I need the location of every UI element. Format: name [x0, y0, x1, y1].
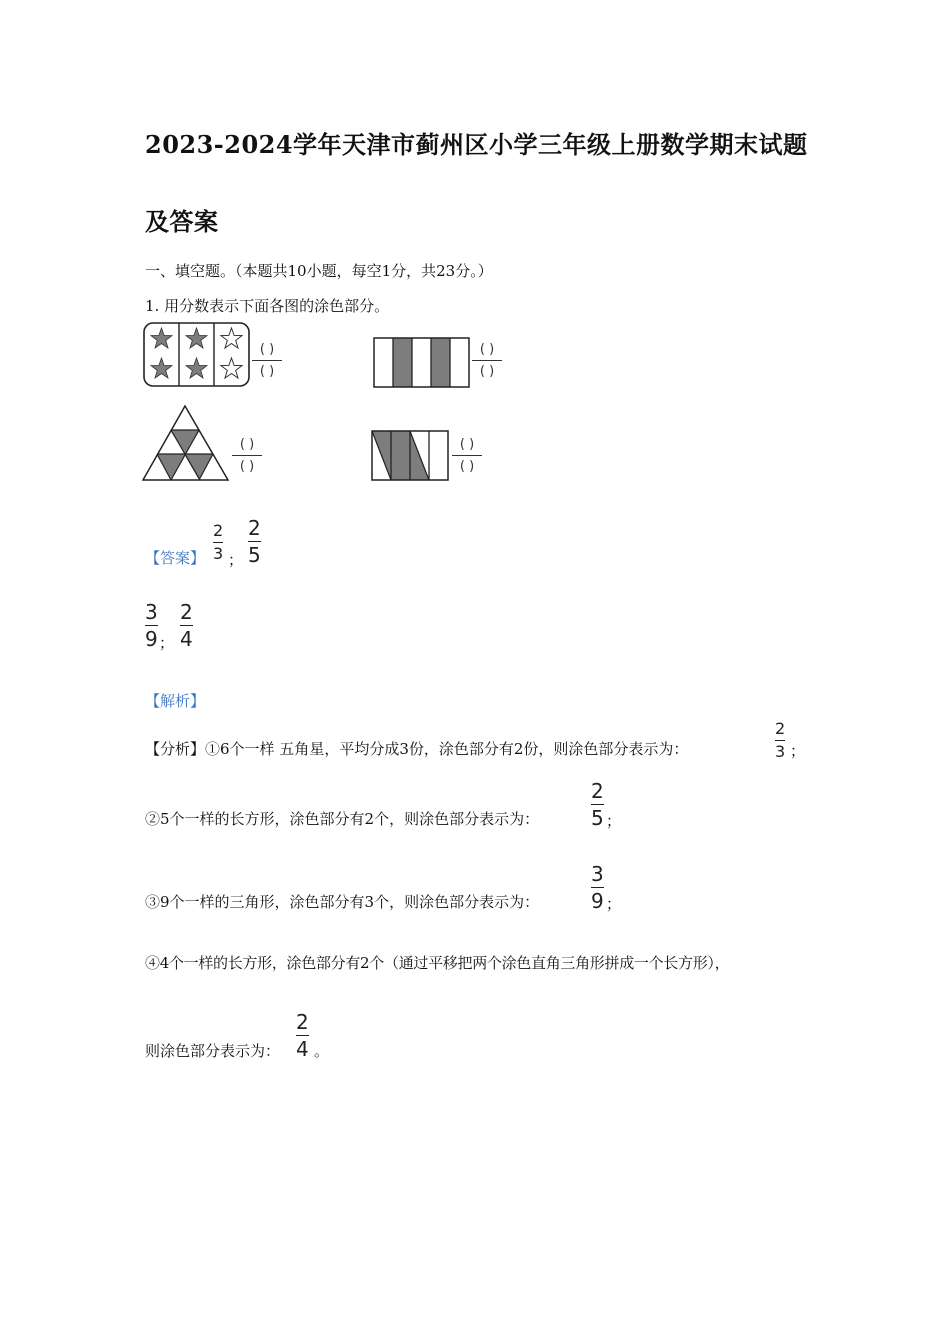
- analysis-fraction-3: 3 9: [591, 862, 604, 914]
- analysis-fraction-4: 2 4: [296, 1010, 309, 1062]
- answer-blank-3: ( ) ( ): [232, 437, 262, 474]
- analysis-line-4: ④4个一样的长方形，涂色部分有2个（通过平移把两个涂色直角三角形拼成一个长方形），: [145, 954, 730, 972]
- answer-fraction-3: 3 9: [145, 600, 158, 652]
- analysis-fraction-1: 2 3: [775, 719, 786, 762]
- star-outline-icon: [221, 328, 242, 348]
- separator: ；: [790, 742, 806, 760]
- triangle-figure: [142, 404, 232, 484]
- page-title-line2: 及答案: [145, 207, 219, 236]
- star-icon: [151, 358, 172, 378]
- analysis-fraction-2: 2 5: [591, 779, 604, 831]
- diagonal-rectangles-figure: [371, 430, 451, 482]
- star-icon: [151, 328, 172, 348]
- answer-fraction-2: 2 5: [248, 516, 261, 568]
- stars-figure: [143, 322, 251, 388]
- analysis-line-1: 【分析】①6个一样 五角星，平均分成3份，涂色部分有2份，则涂色部分表示为：: [145, 740, 689, 758]
- star-icon: [186, 328, 207, 348]
- answer-blank-4: ( ) ( ): [452, 437, 482, 474]
- page-title: 2023-2024学年天津市蓟州区小学三年级上册数学期末试题: [145, 130, 808, 159]
- separator: ；: [606, 812, 622, 830]
- answer-blank-1: ( ) ( ): [252, 342, 282, 379]
- answer-label: 【答案】: [145, 549, 206, 567]
- analysis-line-3: ③9个一样的三角形，涂色部分有3个，则涂色部分表示为：: [145, 893, 540, 911]
- analysis-line-2: ②5个一样的长方形，涂色部分有2个，则涂色部分表示为：: [145, 810, 540, 828]
- analysis-label: 【解析】: [145, 692, 206, 710]
- section-heading: 一、填空题。（本题共10小题，每空1分，共23分。）: [145, 262, 493, 280]
- analysis-line-5: 则涂色部分表示为：: [145, 1042, 281, 1060]
- question-1-stem: 1. 用分数表示下面各图的涂色部分。: [145, 297, 390, 315]
- rectangles-figure: [373, 337, 472, 389]
- separator: ；: [228, 551, 244, 569]
- star-outline-icon: [221, 358, 242, 378]
- answer-fraction-1: 2 3: [213, 521, 224, 564]
- answer-blank-2: ( ) ( ): [472, 342, 502, 379]
- separator: ；: [606, 895, 622, 913]
- separator: ；: [159, 634, 175, 652]
- separator: 。: [314, 1042, 330, 1060]
- answer-fraction-4: 2 4: [180, 600, 193, 652]
- star-icon: [186, 358, 207, 378]
